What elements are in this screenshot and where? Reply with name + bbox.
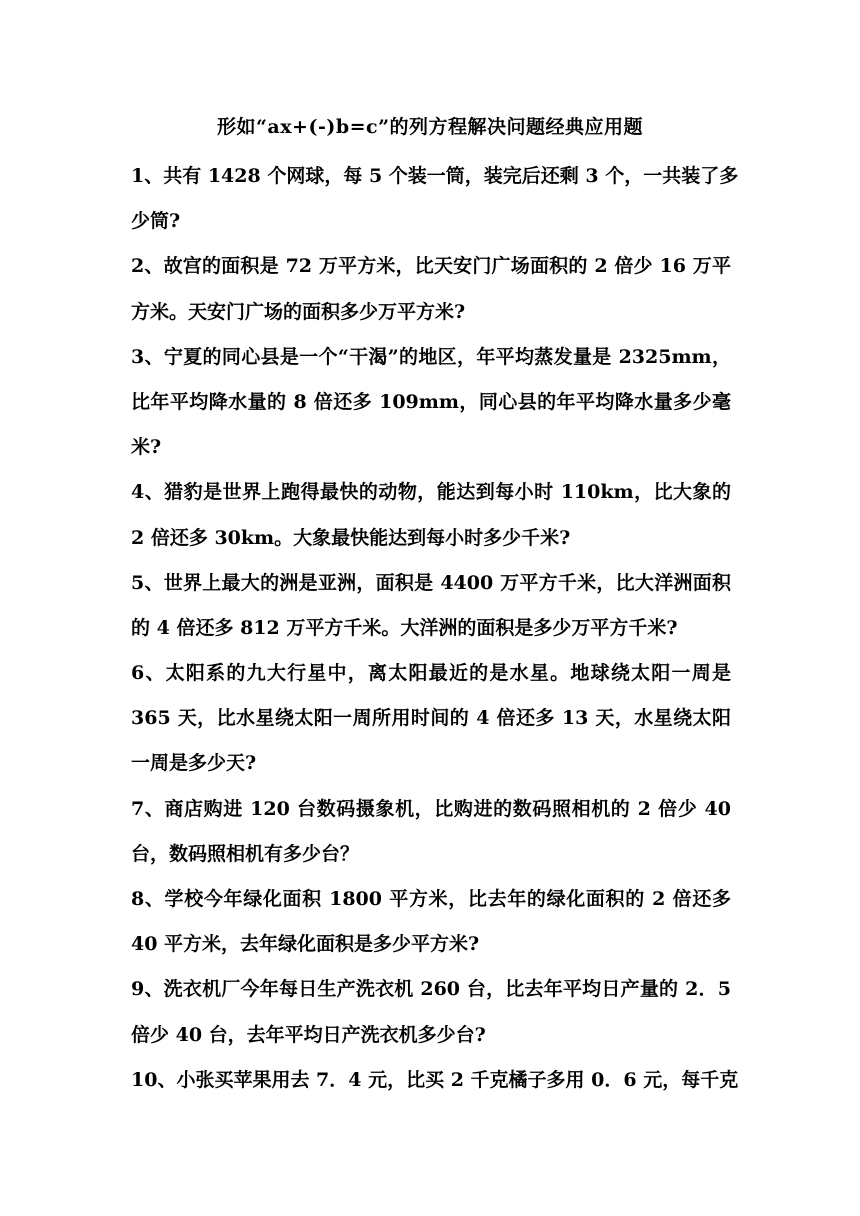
problem-item	[131, 470, 731, 560]
problem-item	[131, 335, 731, 471]
problem-line: 的 4 倍还多 812 万平方千米。大洋洲的面积是多少万平方千米?	[131, 616, 678, 639]
problem-line: 3、宁夏的同心县是一个“干渴”的地区，年平均蒸发量是 2325mm，	[131, 345, 731, 368]
problem-line: 倍少 40 台，去年平均日产洗衣机多少台?	[131, 1023, 486, 1046]
problem-item	[131, 651, 731, 787]
problem-line: 7、商店购进 120 台数码摄象机，比购进的数码照相机的 2 倍少 40	[131, 797, 731, 820]
problem-line: 5、世界上最大的洲是亚洲，面积是 4400 万平方千米，比大洋洲面积	[131, 571, 731, 594]
problem-item	[131, 787, 731, 877]
problem-line: 9、洗衣机厂今年每日生产洗衣机 260 台，比去年平均日产量的 2．5	[131, 978, 731, 1001]
problem-line: 比年平均降水量的 8 倍还多 109mm，同心县的年平均降水量多少毫	[131, 390, 731, 413]
problem-line: 2 倍还多 30km。大象最快能达到每小时多少千米?	[131, 526, 571, 549]
problem-item	[131, 561, 731, 651]
problem-line: 台，数码照相机有多少台？	[131, 842, 360, 865]
document-title: 形如“ax+(-)b=c”的列方程解决问题经典应用题	[216, 116, 644, 138]
problem-line: 10、小张买苹果用去 7．4 元，比买 2 千克橘子多用 0．6 元，每千克	[131, 1068, 739, 1091]
problem-line: 一周是多少天?	[131, 752, 257, 775]
problem-line: 6、太阳系的九大行星中，离太阳最近的是水星。地球绕太阳一周是	[131, 662, 731, 685]
problem-item	[131, 1058, 739, 1103]
problem-list	[131, 154, 739, 1103]
problem-line: 2、故宫的面积是 72 万平方米，比天安门广场面积的 2 倍少 16 万平	[131, 255, 731, 278]
problem-item	[131, 244, 731, 334]
problem-line: 4、猎豹是世界上跑得最快的动物，能达到每小时 110km，比大象的	[131, 481, 731, 504]
problem-line: 米?	[131, 436, 162, 459]
problem-line: 365 天，比水星绕太阳一周所用时间的 4 倍还多 13 天，水星绕太阳	[131, 707, 731, 730]
problem-item	[131, 154, 739, 244]
problem-item	[131, 877, 731, 967]
problem-line: 方米。天安门广场的面积多少万平方米?	[131, 300, 466, 323]
problem-line: 40 平方米，去年绿化面积是多少平方米?	[131, 933, 480, 956]
problem-item	[131, 967, 731, 1057]
problem-line: 8、学校今年绿化面积 1800 平方米，比去年的绿化面积的 2 倍还多	[131, 888, 731, 910]
problem-line: 1、共有 1428 个网球，每 5 个装一筒，装完后还剩 3 个，一共装了多	[131, 165, 739, 187]
problem-line: 少筒?	[131, 210, 181, 233]
